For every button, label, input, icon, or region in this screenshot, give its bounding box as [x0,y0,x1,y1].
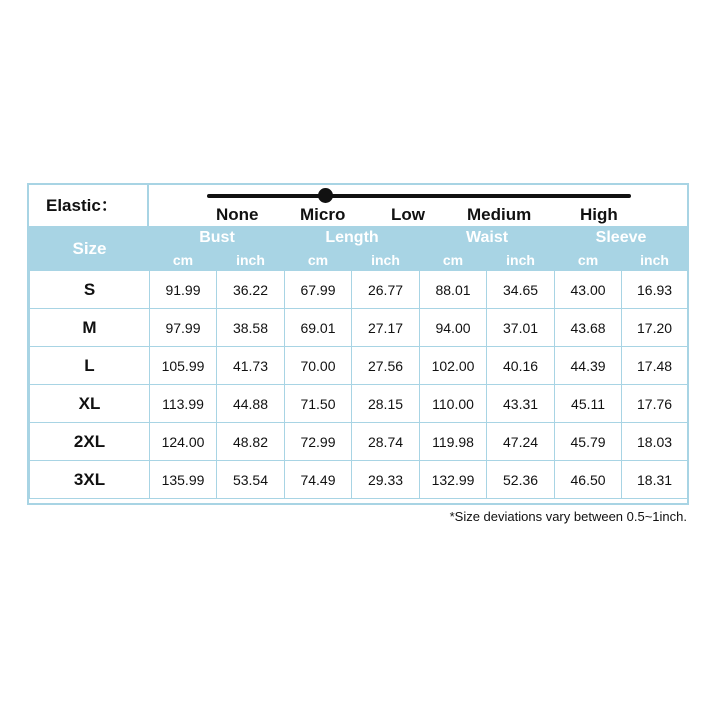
sleeve-inch-value: 18.03 [622,423,688,461]
size-label: L [30,347,150,385]
size-header: Size [30,227,150,271]
waist-inch-value: 40.16 [487,347,555,385]
unit-inch: inch [622,250,688,271]
elastic-label: Elastic： [29,185,149,226]
bust-cm-value: 124.00 [150,423,217,461]
size-label: 2XL [30,423,150,461]
unit-cm: cm [285,250,352,271]
sleeve-inch-value: 17.20 [622,309,688,347]
sleeve-inch-value: 17.76 [622,385,688,423]
length-inch-value: 27.17 [352,309,420,347]
length-inch-value: 26.77 [352,271,420,309]
bust-inch-value: 36.22 [217,271,285,309]
length-inch-value: 28.15 [352,385,420,423]
unit-cm: cm [555,250,622,271]
sleeve-inch-value: 16.93 [622,271,688,309]
elastic-option-high: High [580,205,618,224]
sleeve-cm-value: 45.79 [555,423,622,461]
sleeve-inch-value: 18.31 [622,461,688,499]
size-chart [27,183,689,505]
sleeve-cm-value: 43.68 [555,309,622,347]
size-table [29,226,688,499]
elastic-option-low: Low [391,205,425,224]
unit-inch: inch [352,250,420,271]
length-inch-value: 27.56 [352,347,420,385]
size-deviation-note: *Size deviations vary between 0.5~1inch. [449,509,687,524]
bust-cm-value: 97.99 [150,309,217,347]
sleeve-cm-value: 43.00 [555,271,622,309]
sleeve-cm-value: 44.39 [555,347,622,385]
bust-inch-value: 44.88 [217,385,285,423]
size-label: M [30,309,150,347]
size-label: XL [30,385,150,423]
unit-cm: cm [420,250,487,271]
table-row [30,271,688,309]
length-cm-value: 67.99 [285,271,352,309]
bust-cm-value: 105.99 [150,347,217,385]
table-row [30,347,688,385]
length-inch-value: 28.74 [352,423,420,461]
waist-cm-value: 110.00 [420,385,487,423]
waist-inch-value: 37.01 [487,309,555,347]
unit-inch: inch [217,250,285,271]
bust-inch-value: 53.54 [217,461,285,499]
length-header: Length [285,227,420,250]
size-label: 3XL [30,461,150,499]
table-row [30,309,688,347]
size-label: S [30,271,150,309]
bust-cm-value: 113.99 [150,385,217,423]
bust-inch-value: 41.73 [217,347,285,385]
bust-header: Bust [150,227,285,250]
sleeve-header: Sleeve [555,227,688,250]
waist-cm-value: 119.98 [420,423,487,461]
table-row [30,461,688,499]
waist-inch-value: 47.24 [487,423,555,461]
length-cm-value: 72.99 [285,423,352,461]
length-cm-value: 70.00 [285,347,352,385]
sleeve-cm-value: 45.11 [555,385,622,423]
elastic-option-none: None [216,205,259,224]
length-cm-value: 74.49 [285,461,352,499]
waist-cm-value: 132.99 [420,461,487,499]
sleeve-cm-value: 46.50 [555,461,622,499]
sleeve-inch-value: 17.48 [622,347,688,385]
length-cm-value: 71.50 [285,385,352,423]
elastic-selected-marker [318,188,333,203]
length-inch-value: 29.33 [352,461,420,499]
waist-inch-value: 43.31 [487,385,555,423]
waist-inch-value: 52.36 [487,461,555,499]
bust-inch-value: 48.82 [217,423,285,461]
waist-cm-value: 94.00 [420,309,487,347]
bust-cm-value: 91.99 [150,271,217,309]
elastic-scale-line [207,194,631,198]
waist-cm-value: 88.01 [420,271,487,309]
bust-cm-value: 135.99 [150,461,217,499]
table-row [30,423,688,461]
waist-inch-value: 34.65 [487,271,555,309]
unit-cm: cm [150,250,217,271]
table-row [30,385,688,423]
elastic-option-micro: Micro [300,205,346,224]
unit-inch: inch [487,250,555,271]
elastic-row [29,185,687,228]
length-cm-value: 69.01 [285,309,352,347]
bust-inch-value: 38.58 [217,309,285,347]
waist-header: Waist [420,227,555,250]
elastic-option-medium: Medium [467,205,532,224]
waist-cm-value: 102.00 [420,347,487,385]
